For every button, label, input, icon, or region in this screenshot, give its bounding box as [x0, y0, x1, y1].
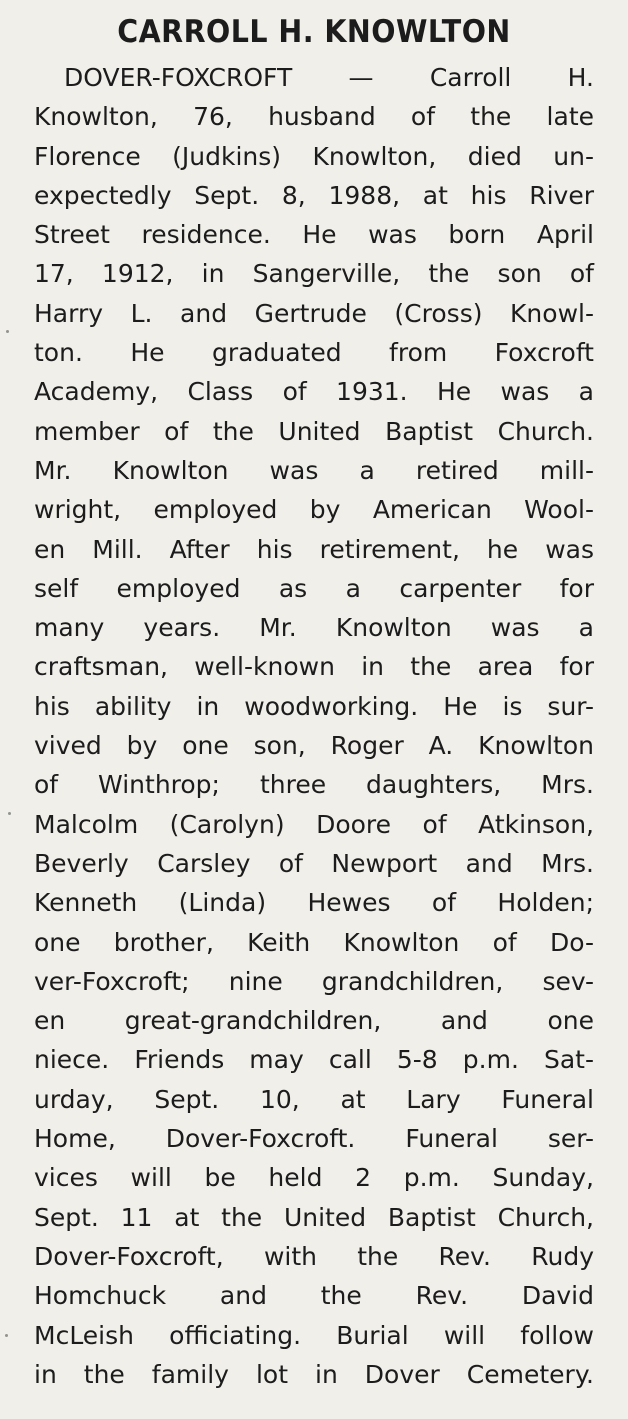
obituary-line: urday, Sept. 10, at Lary Funeral — [34, 1084, 594, 1114]
obituary-line: vived by one son, Roger A. Knowlton — [34, 731, 594, 761]
obituary-line: one brother, Keith Knowlton of Do- — [34, 927, 594, 957]
obituary-line: Sept. 11 at the United Baptist Church, — [34, 1202, 594, 1232]
obituary-line: en Mill. After his retirement, he was — [34, 534, 594, 564]
obituary-body — [34, 58, 594, 1394]
obituary-line: self employed as a carpenter for — [34, 573, 594, 603]
obituary-line: expectedly Sept. 8, 1988, at his River — [34, 180, 594, 210]
obituary-line: of Winthrop; three daughters, Mrs. — [34, 770, 594, 800]
print-speck — [8, 812, 11, 815]
obituary-line: Beverly Carsley of Newport and Mrs. — [34, 848, 594, 878]
obituary-line: Street residence. He was born April — [34, 220, 594, 250]
obituary-line: en great-grandchildren, and one — [34, 1006, 594, 1036]
obituary-line: niece. Friends may call 5-8 p.m. Sat- — [34, 1045, 594, 1075]
obituary-line: ton. He graduated from Foxcroft — [34, 338, 594, 368]
obituary-line: McLeish officiating. Burial will follow — [34, 1320, 594, 1350]
obituary-line: Florence (Judkins) Knowlton, died un- — [34, 141, 594, 171]
obituary-line: vices will be held 2 p.m. Sunday, — [34, 1163, 594, 1193]
obituary-headline: CARROLL H. KNOWLTON — [117, 14, 511, 50]
obituary-line: Academy, Class of 1931. He was a — [34, 377, 594, 407]
obituary-line: Knowlton, 76, husband of the late — [34, 102, 594, 132]
obituary-line: his ability in woodworking. He is sur- — [34, 691, 594, 721]
print-speck — [6, 330, 9, 333]
obituary-line: DOVER-FOXCROFT — Carroll H. — [64, 63, 594, 92]
obituary-line: many years. Mr. Knowlton was a — [34, 613, 594, 643]
print-speck — [5, 1334, 8, 1337]
obituary-line: Home, Dover-Foxcroft. Funeral ser- — [34, 1124, 594, 1154]
obituary-line: member of the United Baptist Church. — [34, 416, 594, 446]
obituary-line: Dover-Foxcroft, with the Rev. Rudy — [34, 1241, 594, 1271]
obituary-line: Malcolm (Carolyn) Doore of Atkinson, — [34, 809, 594, 839]
obituary-line: in the family lot in Dover Cemetery. — [34, 1359, 594, 1389]
obituary-line: Homchuck and the Rev. David — [34, 1281, 594, 1311]
obituary-line: Kenneth (Linda) Hewes of Holden; — [34, 888, 594, 918]
obituary-line: wright, employed by American Wool- — [34, 495, 594, 525]
obituary-line: craftsman, well-known in the area for — [34, 652, 594, 682]
obituary-line: Harry L. and Gertrude (Cross) Knowl- — [34, 298, 594, 328]
obituary-line: ver-Foxcroft; nine grandchildren, sev- — [34, 966, 594, 996]
obituary-line: Mr. Knowlton was a retired mill- — [34, 455, 594, 485]
obituary-line: 17, 1912, in Sangerville, the son of — [34, 259, 594, 289]
